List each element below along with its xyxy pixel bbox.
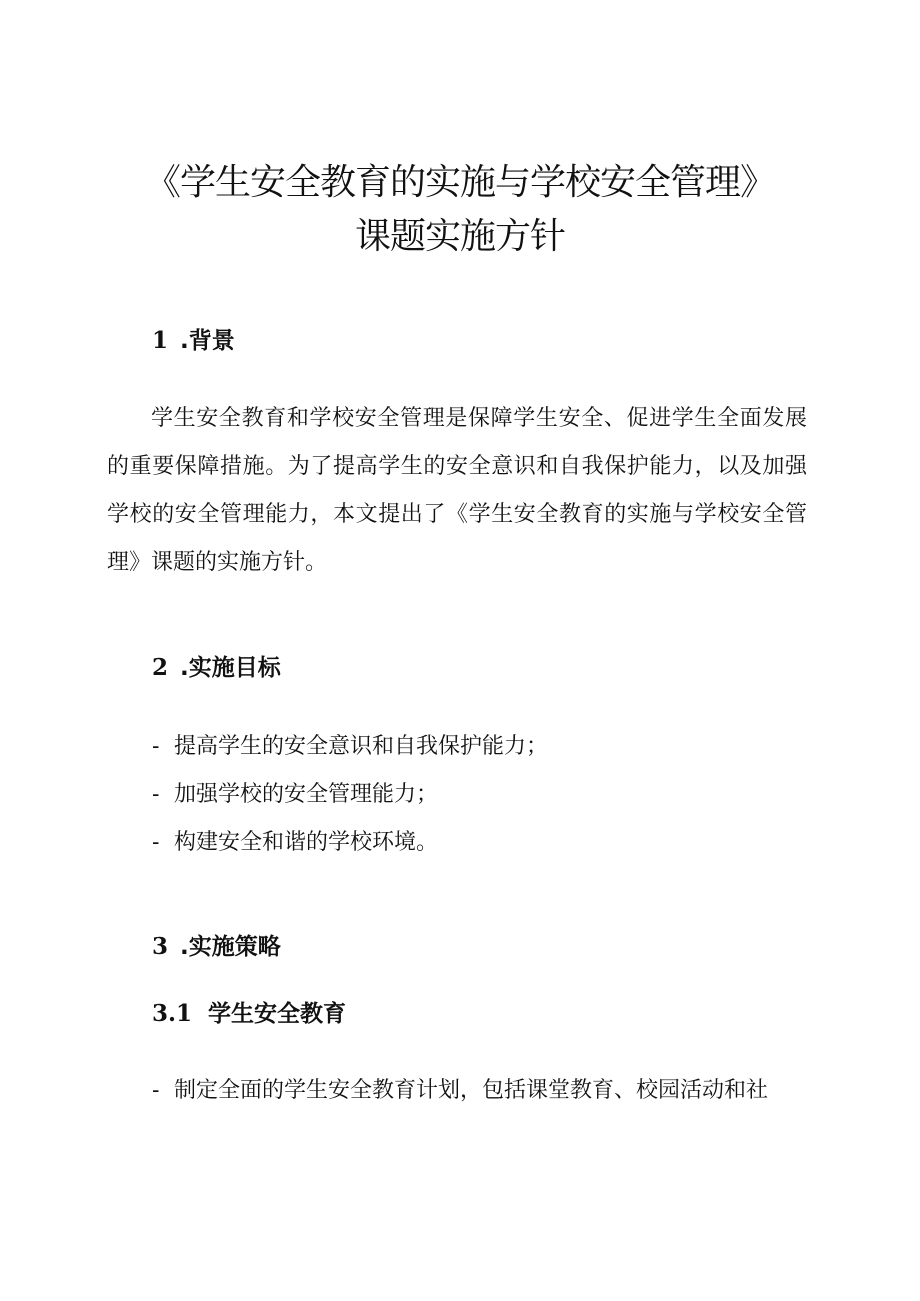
- bullet-dash: -: [152, 1078, 160, 1103]
- section-number: 1: [152, 327, 169, 354]
- list-item-text: 构建安全和谐的学校环境。: [174, 830, 439, 855]
- list-item-text: 制定全面的学生安全教育计划，包括课堂教育、校园活动和社: [174, 1078, 769, 1103]
- background-paragraph: 学生安全教育和学校安全管理是保障学生安全、促进学生全面发展的重要保障措施。为了提高学生的安全意识和自我保护能力，以及加强学校的安全管理能力，本文提出了《学生安全教育的实施与学校安全管理》课题的实施方针。: [107, 406, 807, 575]
- document-title-line2: 课题实施方针: [354, 216, 565, 257]
- subsection-number: 3.1: [152, 1000, 193, 1027]
- subsection-heading-student-safety: [152, 999, 346, 1029]
- section-heading-text: .实施策略: [180, 934, 281, 960]
- bullet-dash: -: [152, 830, 160, 855]
- document-title-line1: 《学生安全教育的实施与学校安全管理》: [144, 162, 775, 203]
- bullet-dash: -: [152, 734, 160, 759]
- section-heading-goals: [152, 653, 281, 683]
- goals-list: [152, 723, 548, 867]
- section-heading-text: .背景: [180, 328, 235, 354]
- section-heading-strategy: [152, 932, 281, 962]
- strategy-list: [152, 1067, 832, 1115]
- section-heading-text: .实施目标: [180, 655, 281, 681]
- bullet-dash: -: [152, 782, 160, 807]
- list-item-text: 提高学生的安全意识和自我保护能力；: [174, 734, 549, 759]
- subsection-heading-text: 学生安全教育: [208, 1001, 347, 1027]
- list-item: [152, 1067, 832, 1115]
- list-item-text: 加强学校的安全管理能力；: [174, 782, 439, 807]
- section-heading-background: [152, 326, 235, 356]
- list-item: [152, 771, 548, 819]
- section-number: 3: [152, 933, 169, 960]
- list-item: [152, 723, 548, 771]
- section-number: 2: [152, 654, 169, 681]
- list-item: [152, 819, 548, 867]
